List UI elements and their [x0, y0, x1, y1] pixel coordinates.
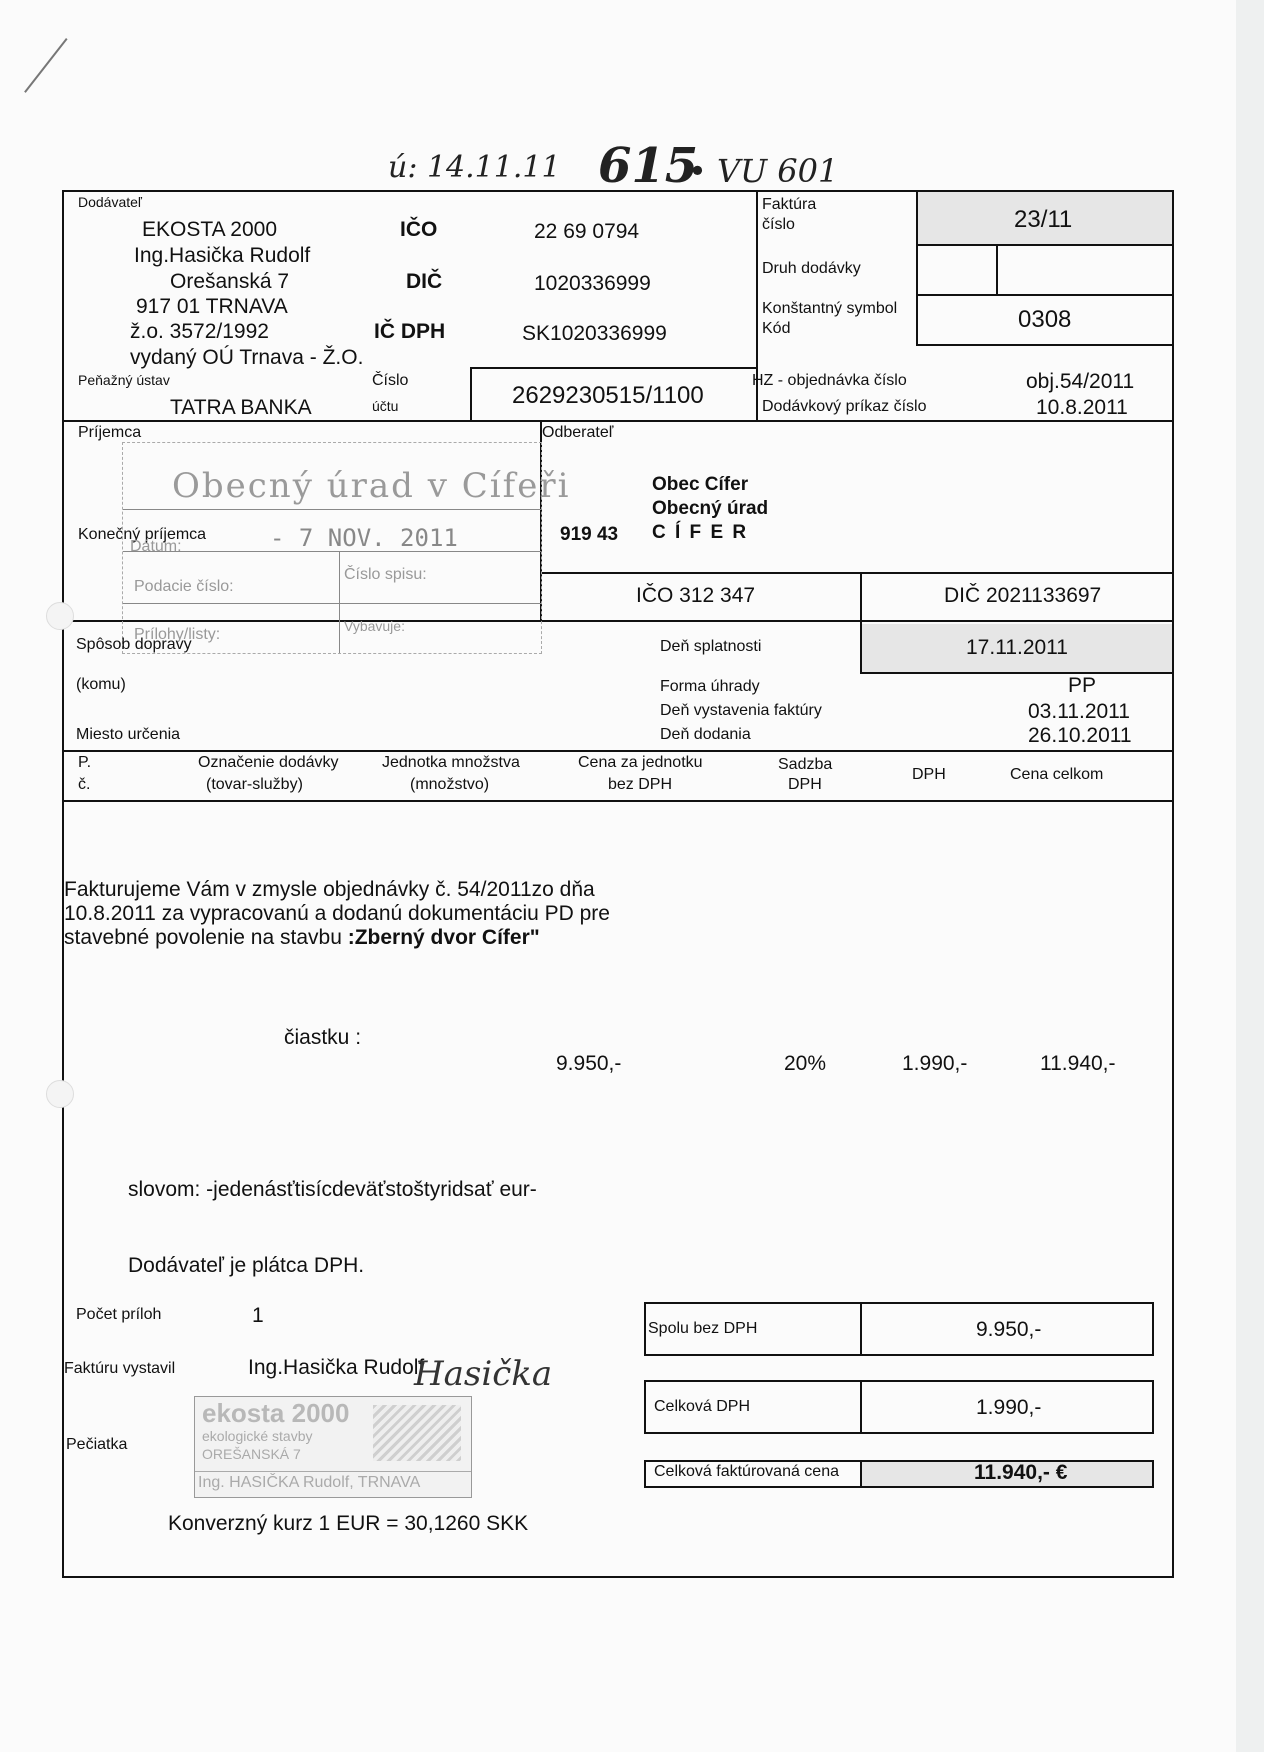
final-recipient-label: Konečný príjemca — [78, 526, 207, 543]
bank-label: Peňažný ústav — [78, 372, 170, 388]
ciastku-label: čiastku : — [284, 1026, 362, 1049]
celk-dph-label: Celková DPH — [654, 1398, 751, 1415]
issued-by: Ing.Hasička Rudolf — [248, 1356, 425, 1379]
th-bez-dph: bez DPH — [608, 776, 673, 793]
ico-label: IČO — [400, 218, 438, 241]
splatnost-label: Deň splatnosti — [660, 638, 762, 655]
supplier-reg: ž.o. 3572/1992 — [130, 320, 269, 343]
company-stamp-name: ekosta 2000 — [202, 1398, 350, 1428]
conversion-rate: Konverzný kurz 1 EUR = 30,1260 SKK — [168, 1512, 529, 1535]
scan-edge — [1236, 0, 1264, 1752]
payment-form: PP — [1068, 674, 1097, 697]
stamp-date: - 7 NOV. 2011 — [270, 524, 458, 552]
account-label-2: účtu — [372, 398, 399, 414]
th-oznacenie: Označenie dodávky — [198, 754, 339, 771]
celk-value: 11.940,- € — [974, 1461, 1068, 1484]
spolu-label: Spolu bez DPH — [648, 1320, 758, 1337]
stamp-datum-label: Dátum: — [130, 538, 182, 555]
th-sadzba-dph: DPH — [788, 776, 822, 793]
amount-in-words: slovom: -jedenásťtisícdeväťstoštyridsať eur- — [128, 1178, 537, 1201]
stamp-vybavuje-label: Vybavuje: — [344, 618, 405, 634]
body-line-2: 10.8.2011 za vypracovanú a dodanú dokumentáciu PD pre — [64, 902, 610, 925]
kod-label: Kód — [762, 320, 791, 337]
order-number: obj.54/2011 — [1026, 370, 1135, 393]
supplier-label: Dodávateľ — [78, 194, 143, 210]
account-number: 2629230515/1100 — [512, 382, 704, 409]
supplier-ico: 22 69 0794 — [534, 220, 640, 243]
body-line-3-b: :Zberný dvor Cífer" — [347, 926, 540, 949]
hz-label: HZ - objednávka číslo — [752, 372, 907, 389]
th-cena-celkom: Cena celkom — [1010, 766, 1104, 783]
recipient-name-2: Obecný úrad — [652, 498, 769, 519]
company-stamp-line2: ekologické stavby — [202, 1428, 313, 1444]
amount-vat: 1.990,- — [902, 1052, 968, 1075]
recipient-psc: 919 43 — [560, 524, 619, 545]
celk-dph-value: 1.990,- — [976, 1396, 1042, 1419]
stamp-cislo-spisu-label: Číslo spisu: — [344, 566, 427, 583]
konst-symbol: 0308 — [1018, 306, 1072, 333]
faktura-label: Faktúra — [762, 196, 817, 213]
recipient-dic: DIČ 2021133697 — [944, 584, 1102, 607]
sposob-dopravy-label: Spôsob dopravy — [76, 636, 192, 653]
vystavenie-label: Deň vystavenia faktúry — [660, 702, 822, 719]
vat-payer-note: Dodávateľ je plátca DPH. — [128, 1254, 365, 1277]
invoice-number: 23/11 — [1014, 206, 1073, 233]
forma-uhrady-label: Forma úhrady — [660, 678, 760, 695]
prilohy-label: Počet príloh — [76, 1306, 162, 1323]
supplier-city: 917 01 TRNAVA — [136, 295, 288, 318]
recipient-city: C Í F E R — [652, 522, 749, 543]
bank-name: TATRA BANKA — [170, 396, 312, 419]
icdph-label: IČ DPH — [374, 320, 446, 343]
dod-prikaz-label: Dodávkový príkaz číslo — [762, 398, 927, 415]
punch-hole — [46, 1080, 74, 1108]
celk-label: Celková faktúrovaná cena — [654, 1463, 839, 1480]
amount-total: 11.940,- — [1040, 1052, 1116, 1075]
druh-dodavky-label: Druh dodávky — [762, 260, 861, 277]
pencil-mark — [24, 38, 67, 93]
order-date: 10.8.2011 — [1036, 396, 1128, 419]
body-line-1: Fakturujeme Vám v zmysle objednávky č. 54/2011zo dňa — [64, 878, 595, 901]
cislo-label: číslo — [762, 216, 795, 233]
stamp-prilohy-label: Prílohy/listy: — [134, 626, 221, 643]
account-label-1: Číslo — [372, 372, 409, 389]
dodanie-label: Deň dodania — [660, 726, 751, 743]
amount-rate: 20% — [784, 1052, 827, 1075]
body-line-3 — [64, 926, 540, 950]
supplier-dic: 1020336999 — [534, 272, 651, 295]
th-cena: Cena za jednotku — [578, 754, 703, 771]
th-p: P. — [78, 754, 92, 771]
handwritten-number: 615 — [598, 138, 699, 194]
spolu-value: 9.950,- — [976, 1318, 1042, 1341]
supplier-icdph: SK1020336999 — [522, 322, 667, 345]
handwritten-registry: • VU 601 — [688, 152, 839, 190]
supplier-person: Ing.Hasička Rudolf — [134, 244, 311, 267]
dic-label: DIČ — [406, 270, 443, 293]
th-mnozstvo: (množstvo) — [410, 776, 490, 793]
body-line-3-a: stavebné povolenie na stavbu — [64, 926, 348, 949]
recipient-ico: IČO 312 347 — [636, 584, 756, 607]
odberatel-label: Odberateľ — [542, 424, 614, 441]
supplier-street: Orešanská 7 — [170, 270, 290, 293]
recipient-name-1: Obec Cífer — [652, 474, 749, 495]
th-jednotka: Jednotka množstva — [382, 754, 520, 771]
th-tovar: (tovar-služby) — [206, 776, 303, 793]
amount-base: 9.950,- — [556, 1052, 622, 1075]
handwritten-date: ú: 14.11.11 — [388, 150, 561, 185]
company-stamp-line3: OREŠANSKÁ 7 — [202, 1446, 301, 1462]
th-c: č. — [78, 776, 91, 793]
issue-date: 03.11.2011 — [1028, 700, 1130, 723]
prijemca-label: Príjemca — [78, 424, 142, 441]
prilohy-count: 1 — [252, 1304, 264, 1327]
punch-hole — [46, 602, 74, 630]
miesto-urcenia-label: Miesto určenia — [76, 726, 181, 743]
office-stamp-title: Obecný úrad v Cífeři — [172, 466, 571, 506]
company-stamp-line4: Ing. HASIČKA Rudolf, TRNAVA — [198, 1474, 421, 1491]
company-stamp-logo — [373, 1405, 461, 1461]
vystavil-label: Faktúru vystavil — [64, 1360, 176, 1377]
komu-label: (komu) — [76, 676, 126, 693]
stamp-podacie-label: Podacie číslo: — [134, 578, 234, 595]
due-date: 17.11.2011 — [966, 636, 1068, 659]
th-dph: DPH — [912, 766, 946, 783]
konst-symbol-label: Konštantný symbol — [762, 300, 898, 317]
peciatka-label: Pečiatka — [66, 1436, 128, 1453]
supplier-name: EKOSTA 2000 — [142, 218, 278, 241]
delivery-date: 26.10.2011 — [1028, 724, 1132, 747]
signature: Hasička — [414, 1354, 553, 1394]
th-sadzba: Sadzba — [778, 756, 833, 773]
supplier-issued: vydaný OÚ Trnava - Ž.O. — [130, 346, 364, 369]
